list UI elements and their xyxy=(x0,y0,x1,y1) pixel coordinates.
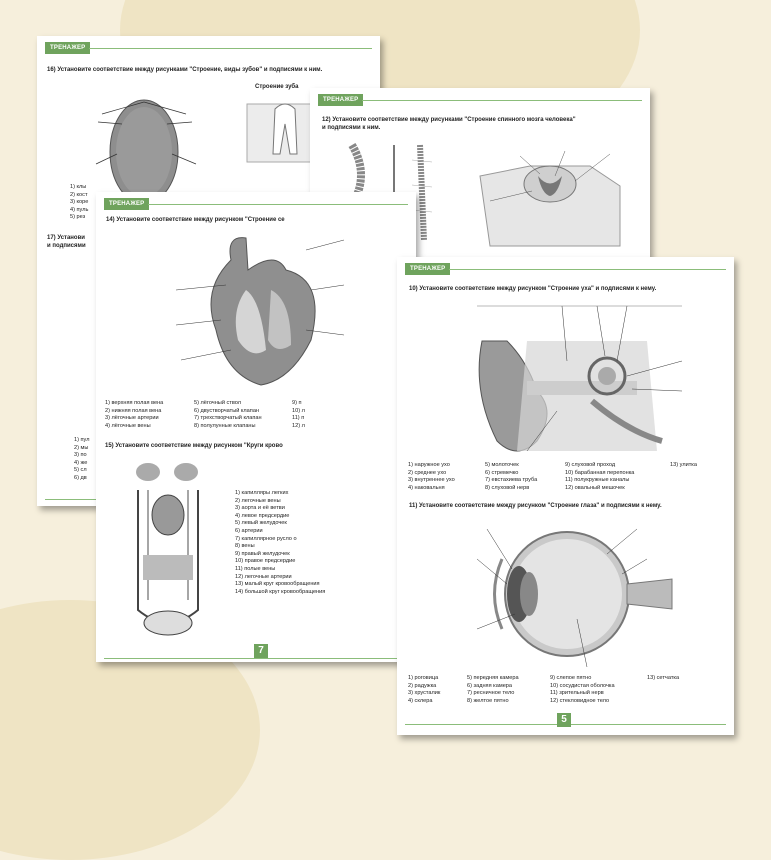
footer-line xyxy=(104,658,408,659)
ear-figure xyxy=(467,301,697,461)
circulation-item: 11) полые вены xyxy=(235,565,276,572)
ear-item: 9) слуховой проход xyxy=(565,462,616,468)
circulation-item: 6) артерии xyxy=(235,527,263,534)
organ-item: 3) по xyxy=(74,452,87,459)
heart-answer-col2 xyxy=(194,400,262,430)
circulation-item: 2) легочные вены xyxy=(235,497,281,504)
worksheet-ear-eye xyxy=(397,257,734,735)
heart-item: 12) л xyxy=(292,422,305,429)
question-15-title: 15) Установите соответствие между рисунком "Круги крово xyxy=(105,443,283,449)
circulation-figure xyxy=(118,460,218,645)
eye-answer-col4 xyxy=(647,675,679,683)
ear-item: 1) наружное ухо xyxy=(408,462,450,468)
ear-item: 6) стремечко xyxy=(485,469,519,476)
question-12-line: 12) Установите соответствие между рисунками "Строение спинного мозга человека" xyxy=(322,117,576,123)
ear-answer-col2 xyxy=(485,462,537,492)
ear-item: 11) полукружные каналы xyxy=(565,477,630,484)
ear-answer-col3 xyxy=(565,462,634,492)
circulation-item: 4) левое предсердие xyxy=(235,512,290,519)
tooth-structure-caption: Строение зуба xyxy=(255,84,299,90)
question-12-title xyxy=(322,116,576,132)
circulation-item: 3) аорта и её ветви xyxy=(235,505,285,512)
question-10-title: 10) Установите соответствие между рисунком "Строение уха" и подписями к нему. xyxy=(409,286,657,292)
ear-item: 3) внутреннее ухо xyxy=(408,477,455,484)
page-number: 7 xyxy=(254,644,268,658)
heart-answer-col3 xyxy=(292,400,305,430)
ear-item: 5) молоточек xyxy=(485,462,519,468)
eye-item: 1) роговица xyxy=(408,675,439,681)
question-11-title: 11) Установите соответствие между рисунком "Строение глаза" и подписями к нему. xyxy=(409,503,662,509)
teeth-item: 5) рез xyxy=(70,214,86,221)
organs-answer-list xyxy=(74,437,90,483)
question-17-line: и подписями xyxy=(47,243,86,249)
worksheet-heart xyxy=(96,192,416,662)
heart-item: 10) л xyxy=(292,407,305,414)
ear-item: 2) среднее ухо xyxy=(408,469,447,476)
question-17-title xyxy=(47,234,86,250)
organ-item: 6) дв xyxy=(74,474,87,481)
circulation-item: 13) малый круг кровообращения xyxy=(235,581,320,588)
trainer-tag: ТРЕНАЖЕР xyxy=(405,263,450,275)
ear-item: 8) слуховой нерв xyxy=(485,484,530,491)
heart-item: 3) лёгочные артерии xyxy=(105,415,159,422)
circulation-item: 10) правое предсердие xyxy=(235,558,296,565)
heart-figure xyxy=(176,230,346,390)
circulation-item: 14) большой круг кровообращения xyxy=(235,588,326,595)
header-line xyxy=(449,269,726,270)
heart-item: 11) п xyxy=(292,415,305,422)
question-12-line: и подписями к ним. xyxy=(322,125,381,131)
teeth-item: 4) пуль xyxy=(70,206,89,213)
ear-item: 10) барабанная перепонка xyxy=(565,469,635,476)
heart-item: 9) п xyxy=(292,400,302,406)
trainer-tag: ТРЕНАЖЕР xyxy=(104,198,149,210)
ear-item: 12) овальный мешочек xyxy=(565,484,625,491)
eye-answer-col3 xyxy=(550,675,615,705)
eye-item: 10) сосудистая оболочка xyxy=(550,682,615,689)
eye-item: 3) хрусталик xyxy=(408,690,441,697)
eye-item: 4) склера xyxy=(408,697,433,704)
organ-item: 4) же xyxy=(74,459,88,466)
eye-item: 2) радужка xyxy=(408,682,437,689)
spinal-cord-section-figure xyxy=(470,146,640,256)
question-17-line: 17) Установи xyxy=(47,235,85,241)
heart-item: 1) верхняя полая вена xyxy=(105,400,164,406)
heart-item: 5) лёгочный ствол xyxy=(194,400,242,406)
eye-item: 7) ресничное тело xyxy=(467,690,515,697)
eye-item: 9) слепое пятно xyxy=(550,675,592,681)
organ-item: 5) сл xyxy=(74,467,87,474)
eye-figure xyxy=(467,519,677,669)
heart-item: 6) двустворчатый клапан xyxy=(194,407,260,414)
circulation-item: 12) легочные артерии xyxy=(235,573,292,580)
eye-item: 8) желтое пятно xyxy=(467,697,509,704)
organ-item: 2) мы xyxy=(74,444,89,451)
circulation-item: 8) вены xyxy=(235,543,255,550)
heart-item: 7) трехстворчатый клапан xyxy=(194,415,262,422)
teeth-item: 1) клы xyxy=(70,184,87,190)
eye-item: 6) задняя камера xyxy=(467,682,513,689)
eye-answer-col1 xyxy=(408,675,440,705)
question-16-title: 16) Установите соответствие между рисунками "Строение, виды зубов" и подписями к ним. xyxy=(47,67,323,73)
teeth-item: 3) коре xyxy=(70,199,89,206)
header-line xyxy=(148,204,408,205)
page-number: 5 xyxy=(557,713,571,727)
eye-item: 13) сетчатка xyxy=(647,675,680,681)
circulation-item: 5) левый желудочек xyxy=(235,520,287,527)
header-line xyxy=(362,100,642,101)
trainer-tag: ТРЕНАЖЕР xyxy=(318,94,363,106)
heart-item: 2) нижняя полая вена xyxy=(105,407,162,414)
eye-answer-col2 xyxy=(467,675,519,705)
eye-item: 11) зрительный нерв xyxy=(550,690,604,697)
organ-item: 1) пул xyxy=(74,437,90,443)
ear-answer-col4 xyxy=(670,462,697,470)
ear-item: 13) улитка xyxy=(670,462,697,468)
heart-item: 4) лёгочные вены xyxy=(105,422,151,429)
header-line xyxy=(89,48,372,49)
teeth-answer-list xyxy=(70,184,88,222)
ear-item: 4) наковальня xyxy=(408,484,445,491)
eye-item: 5) передняя камера xyxy=(467,675,519,681)
ear-item: 7) евстахиева труба xyxy=(485,477,538,484)
heart-answer-col1 xyxy=(105,400,163,430)
circulation-item: 1) капилляры легких xyxy=(235,490,289,496)
eye-item: 12) стекловидное тело xyxy=(550,697,610,704)
circulation-item: 7) капиллярное русло о xyxy=(235,535,297,542)
heart-item: 8) полулунные клапаны xyxy=(194,422,256,429)
question-14-title: 14) Установите соответствие между рисунком "Строение се xyxy=(106,217,285,223)
circulation-item: 9) правый желудочек xyxy=(235,550,290,557)
ear-answer-col1 xyxy=(408,462,455,492)
circulation-answer-list xyxy=(235,490,325,596)
trainer-tag: ТРЕНАЖЕР xyxy=(45,42,90,54)
teeth-item: 2) кост xyxy=(70,191,88,198)
